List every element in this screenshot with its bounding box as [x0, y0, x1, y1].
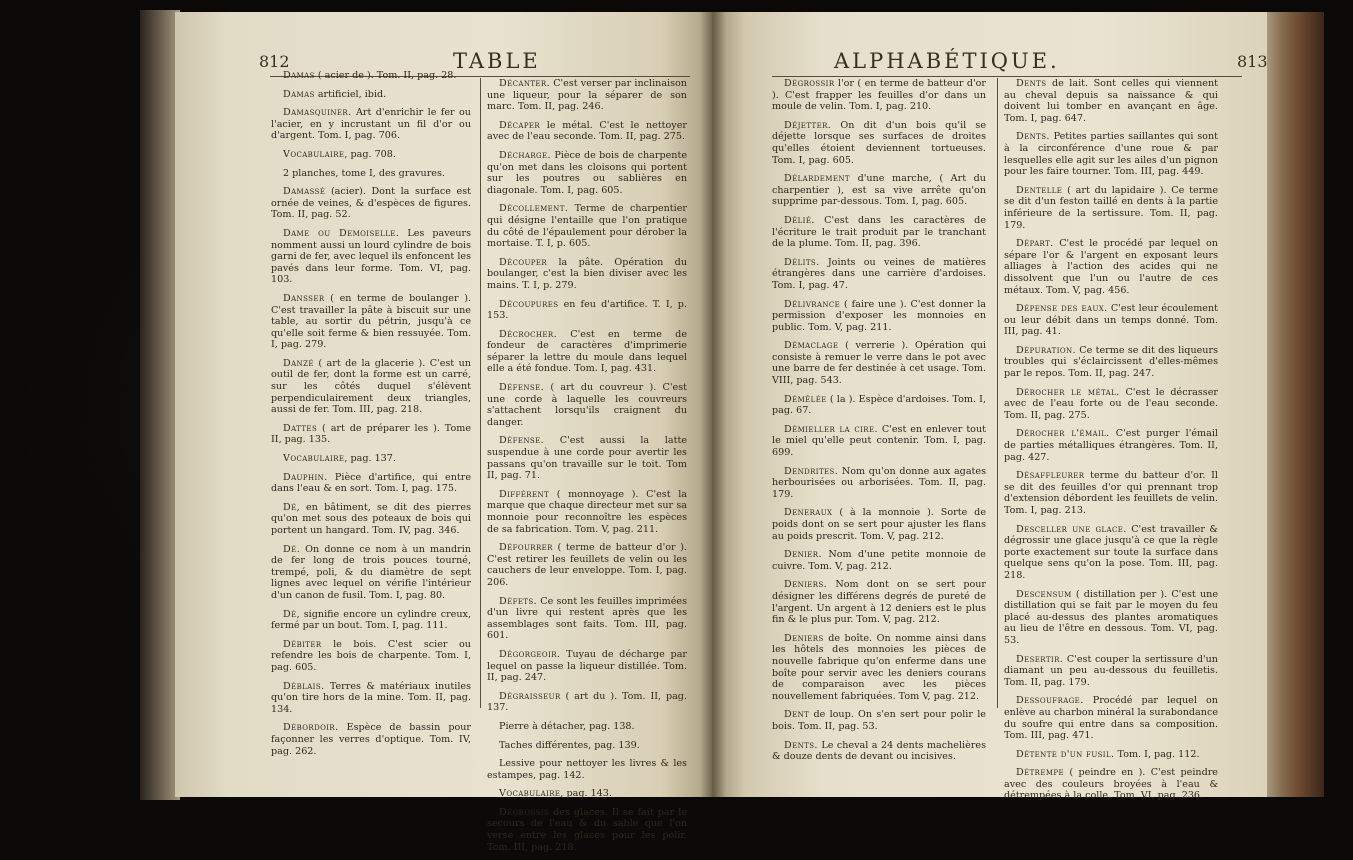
index-entry	[772, 299, 986, 334]
gutter-shadow	[700, 12, 726, 797]
entry-text: Le cheval a 24 dents machelières & douze dents de devant ou incisives.	[772, 739, 986, 763]
index-entry	[271, 107, 471, 142]
right-page	[712, 12, 1268, 802]
entry-text: C'est dans les caractères de l'écriture le trait produit par le tranchant de la plume. Tom. II, pag. 396.	[772, 214, 986, 250]
entry-headword: Deneraux	[784, 507, 833, 519]
entry-headword: Damas	[283, 88, 315, 100]
entry-headword: Défourrer	[499, 542, 553, 554]
index-entry	[487, 758, 687, 781]
right-column-rule	[997, 78, 998, 708]
entry-text: C'est aussi la latte suspendue à une corde pour avertir les passans qu'on travaille sur le toit. Tom II, pag. 71.	[487, 435, 687, 482]
entry-headword: Dauphin.	[283, 471, 328, 483]
right-folio: 813	[1237, 52, 1268, 71]
index-entry	[487, 596, 687, 642]
entry-headword: Détrempe	[1016, 767, 1065, 779]
entry-headword: Deniers.	[784, 579, 828, 591]
entry-headword: Dendrites.	[784, 465, 839, 477]
entry-text: Nom dont on se sert pour désigner les différens degrés de pureté de l'argent. Un argent à 12 deniers est le plus fin & le plus pur. Tom. V, pag. 212.	[772, 579, 986, 626]
index-entry	[487, 721, 687, 733]
index-entry	[487, 299, 687, 322]
index-entry	[772, 549, 986, 572]
index-entry	[772, 740, 986, 763]
entry-text: Tuyau de décharge par lequel on passe la liqueur distillée. Tom. II, pag. 247.	[487, 648, 687, 684]
index-entry	[487, 329, 687, 375]
entry-headword: Dégraisseur	[499, 690, 561, 702]
entry-headword: Décollement.	[499, 203, 569, 215]
index-entry	[487, 542, 687, 588]
index-entry	[271, 293, 471, 351]
index-entry	[772, 340, 986, 386]
index-entry	[271, 423, 471, 446]
entry-headword: Départ.	[1016, 238, 1054, 250]
entry-headword: Dérocher le métal.	[1016, 386, 1120, 398]
index-entry	[772, 424, 986, 459]
entry-headword: Délivrance	[784, 298, 841, 310]
entry-headword: Desceller une glace.	[1016, 523, 1127, 535]
entry-text: ( distillation per ). C'est une distillation qui se fait par le moyen du feu placé au-dessus des plantes aromatiques au lieu de l'être en dessous. Tom. VI, pag. 53.	[1004, 588, 1218, 646]
left-column-rule	[480, 78, 481, 708]
entry-text: Taches différentes, pag. 139.	[499, 739, 640, 751]
entry-text: , signifie encore un cylindre creux, fermé par un bout. Tom. I, pag. 111.	[271, 608, 471, 632]
entry-text: des glaces. Il se fait par le secours de l'eau & du sable que l'on verse entre les glaces pour les polir. Tom. III, pag. 218.	[487, 806, 687, 853]
entry-text: ( art du lapidaire ). Ce terme se dit d'un feston taillé en dents à la partie inférieure de la sertissure. Tom. II, pag. 179.	[1004, 184, 1218, 231]
entry-text: Tom. I, pag. 112.	[1114, 748, 1200, 760]
index-entry	[271, 544, 471, 602]
index-entry	[1004, 428, 1218, 463]
entry-text: , en bâtiment, se dit des pierres qu'on met sous des poteaux de bois qui portent un hangard. Tom. IV, pag. 346.	[271, 501, 471, 536]
entry-text: (acier). Dont la surface est ornée de veines, & d'espèces de figures. Tom. II, pag. 52.	[271, 186, 471, 221]
entry-text: ( art du ). Tom. II, pag. 137.	[487, 690, 687, 714]
index-entry	[1004, 654, 1218, 689]
entry-text: Procédé par lequel on enlève au charbon minéral la surabondance du soufre qui entre dans sa composition. Tom. III, pag. 471.	[1004, 695, 1218, 742]
index-entry	[487, 203, 687, 249]
entry-headword: Dé	[283, 608, 297, 620]
index-entry	[487, 150, 687, 196]
index-entry	[487, 788, 687, 800]
index-entry	[271, 722, 471, 757]
left-page	[175, 12, 715, 853]
entry-headword: Vocabulaire	[283, 148, 345, 160]
entry-text: C'est leur écoulement ou leur débit dans un temps donné. Tom. III, pag. 41.	[1004, 303, 1218, 338]
left-running-title: TABLE	[453, 49, 541, 73]
entry-headword: Débordoir.	[283, 722, 339, 734]
right-column-1	[772, 78, 986, 770]
index-entry	[772, 78, 986, 113]
index-entry	[772, 394, 986, 417]
entry-text: ( peindre en ). C'est peindre avec des couleurs broyées à l'eau & détrempées à la colle. Tom. VI, pag. 236.	[1004, 767, 1218, 802]
index-entry	[772, 257, 986, 292]
entry-headword: Dents	[1016, 78, 1047, 89]
index-entry	[487, 740, 687, 752]
entry-headword: Dattes	[283, 422, 318, 434]
entry-headword: Démêlée	[784, 393, 827, 405]
index-entry	[1004, 131, 1218, 177]
index-entry	[772, 633, 986, 703]
entry-text: ( art de préparer les ). Tome II, pag. 135.	[271, 422, 471, 446]
index-entry	[487, 382, 687, 428]
index-entry	[1004, 695, 1218, 741]
entry-headword: Dépense des eaux.	[1016, 303, 1108, 315]
index-entry	[1004, 78, 1218, 124]
entry-text: C'est couper la sertissure d'un diamant un peu au-dessous du feuilletis. Tom. II, pag. 179.	[1004, 653, 1218, 688]
entry-headword: Descensum	[1016, 588, 1072, 600]
index-entry	[271, 472, 471, 495]
right-running-title: ALPHABÉTIQUE.	[834, 49, 1060, 73]
entry-headword: Danzé	[283, 357, 314, 369]
entry-headword: Défense.	[499, 382, 545, 394]
entry-text: Ce sont les feuilles imprimées d'un livre qui restent après que les assemblages sont faits. Tom. III, pag. 601.	[487, 595, 687, 642]
index-entry	[487, 649, 687, 684]
entry-text: d'une marche, ( Art du charpentier ), est sa vive arrête qu'on supprime par-dessous. Tom. I, pag. 605.	[772, 173, 986, 208]
entry-text: Espèce de bassin pour façonner les verres d'optique. Tom. IV, pag. 262.	[271, 722, 471, 757]
entry-text: l'or ( en terme de batteur d'or ). C'est frapper les feuilles d'or dans un moule de velin. Tom. I, pag. 210.	[772, 78, 986, 113]
entry-text: C'est purger l'émail de parties métalliques étrangères. Tom. II, pag. 427.	[1004, 428, 1219, 463]
index-entry	[772, 120, 986, 166]
index-entry	[1004, 749, 1218, 761]
entry-text: de boîte. On nomme ainsi dans les hôtels des monnoies les pièces de nouvelle fabrique qu'on enferme dans une boîte pour servir avec les deniers courans de comparaison avec les pièces nouvellement fabriquées. Tom V, pag. 212.	[772, 632, 986, 702]
entry-headword: Dansser	[283, 292, 325, 304]
entry-headword: Déblais.	[283, 680, 325, 692]
entry-headword: Damas	[283, 70, 315, 81]
entry-text: Ce terme se dit des liqueurs troubles qui s'éclaircissent d'elles-mêmes par le repos. Tom. II, pag. 247.	[1004, 344, 1218, 380]
index-entry	[772, 579, 986, 625]
entry-headword: Désaffleurer	[1016, 470, 1085, 482]
entry-headword: Damasquiner.	[283, 107, 352, 119]
index-entry	[772, 173, 986, 208]
entry-headword: Vocabulaire	[283, 453, 345, 465]
entry-text: Petites parties saillantes qui sont à la circonférence d'une roue & par lesquelles elle agit sur les ailes d'un pignon pour les faire tourner. Tom. III, pag. 449.	[1004, 131, 1218, 178]
index-entry	[772, 709, 986, 732]
entry-headword: Dentelle	[1016, 184, 1063, 196]
entry-text: C'est le décrasser avec de l'eau forte ou de l'eau seconde. Tom. II, pag. 275.	[1004, 386, 1218, 421]
entry-text: Terme de charpentier qui désigne l'entaille que l'on pratique du côté de l'épaulement pour dérober la mortaise. T. I, p. 605.	[487, 203, 687, 250]
entry-headword: Décrocher.	[499, 328, 558, 340]
index-entry	[271, 89, 471, 101]
entry-text: ( faire une ). C'est donner la permission d'exposer les monnoies en public. Tom. V, pag. 211.	[772, 298, 986, 333]
entry-text: ( terme de batteur d'or ). C'est retirer les feuillets de velin ou les cauchers de leur enveloppe. Tom. I, pag. 206.	[487, 542, 687, 588]
entry-headword: Débiter	[283, 638, 322, 650]
entry-text: C'est en terme de fondeur de caractères d'imprimerie séparer la lettre du moule dans lequel elle a été fondue. Tom. I, pag. 431.	[487, 328, 687, 375]
entry-headword: Différent	[499, 488, 550, 500]
entry-headword: Délardement	[784, 173, 850, 185]
index-entry	[487, 807, 687, 853]
index-entry	[271, 149, 471, 161]
entry-text: C'est verser par inclinaison une liqueur, pour la séparer de son marc. Tom. II, pag. 246.	[487, 78, 687, 113]
book-edge-left	[140, 10, 180, 800]
entry-text: Pièce de bois de charpente qu'on met dans les cloisons qui portent sur les poutres ou sablières en diagonale. Tom. I, pag. 605.	[487, 149, 687, 196]
entry-text: Lessive pour nettoyer les livres & les estampes, pag. 142.	[487, 758, 687, 781]
entry-text: de lait. Sont celles qui viennent au cheval depuis sa naissance & qui doivent lui tomber en avançant en âge. Tom. I, pag. 647.	[1004, 78, 1218, 124]
right-column-2	[1004, 78, 1218, 809]
right-head-rule	[772, 76, 1242, 77]
left-column-1	[271, 70, 471, 764]
index-entry	[271, 70, 471, 82]
entry-headword: Dessoufrage.	[1016, 695, 1084, 707]
entry-text: ( monnoyage ). C'est la marque que chaque directeur met sur sa monnoie pour reconnoître les espèces de sa fabrication. Tom. V, pag. 211.	[487, 488, 687, 535]
book-edge-right	[1262, 12, 1324, 797]
index-entry	[271, 168, 471, 180]
entry-text: Pierre à détacher, pag. 138.	[499, 720, 635, 732]
index-entry	[487, 435, 687, 481]
entry-text: ( acier de ). Tom. II, pag. 28.	[314, 70, 457, 81]
entry-text: artificiel, ibid.	[314, 88, 387, 100]
index-entry	[1004, 767, 1218, 802]
entry-headword: Dépuration.	[1016, 344, 1076, 356]
entry-text: , pag. 137.	[344, 453, 396, 465]
index-entry	[487, 691, 687, 714]
index-entry	[271, 453, 471, 465]
entry-headword: Dé.	[283, 543, 301, 555]
entry-headword: Dame ou Demoiselle.	[283, 227, 400, 239]
entry-text: , pag. 143.	[560, 788, 612, 800]
entry-text: Terres & matériaux inutiles qu'on tire hors de la mine. Tom. II, pag. 134.	[271, 680, 471, 715]
index-entry	[1004, 470, 1218, 516]
entry-text: terme du batteur d'or. Il se dit des feuilles d'or qui prennant trop d'extension débordent les feuillets de velin. Tom. I, pag. 213.	[1004, 470, 1218, 516]
index-entry	[1004, 303, 1218, 338]
entry-text: Joints ou veines de matières étrangères dans une carrière d'ardoises. Tom. I, pag. 47.	[772, 256, 986, 291]
entry-headword: Damassé	[283, 186, 326, 198]
entry-text: Art d'enrichir le fer ou l'acier, en y incrustant un fil d'or ou d'argent. Tom. I, pag. 706.	[271, 107, 471, 142]
entry-headword: Dents.	[1016, 131, 1050, 143]
entry-text: On dit d'un bois qu'il se déjette lorsque ses surfaces de droites qu'elles étoient deviennent tortueuses. Tom. I, pag. 605.	[772, 119, 986, 166]
entry-text: C'est en enlever tout le miel qu'elle peut contenir. Tom. I, pag. 699.	[772, 423, 986, 459]
entry-headword: Délits.	[784, 256, 820, 268]
index-entry	[1004, 345, 1218, 380]
entry-headword: Dégorgeoir.	[499, 648, 561, 660]
entry-headword: Défets.	[499, 595, 538, 607]
entry-headword: Décanter.	[499, 78, 551, 89]
index-entry	[1004, 387, 1218, 422]
entry-headword: Déjetter.	[784, 119, 832, 131]
index-entry	[1004, 238, 1218, 296]
entry-headword: Délié.	[784, 214, 815, 226]
entry-text: , pag. 708.	[344, 148, 396, 160]
entry-text: ( art du couvreur ). C'est une corde à laquelle les couvreurs s'attachent lorsqu'ils craignent du danger.	[487, 382, 687, 428]
entry-headword: Décaper	[499, 119, 541, 131]
index-entry	[1004, 185, 1218, 231]
entry-headword: Démaclage	[784, 340, 839, 352]
entry-text: ( à la monnoie ). Sorte de poids dont on se sert pour ajuster les flans au poids prescrit. Tom. V, pag. 212.	[772, 507, 986, 542]
index-entry	[271, 639, 471, 674]
entry-text: de loup. On s'en sert pour polir le bois. Tom. II, pag. 53.	[772, 709, 986, 732]
left-column-2	[487, 78, 687, 860]
index-entry	[271, 186, 471, 221]
index-entry	[487, 120, 687, 143]
index-entry	[271, 228, 471, 286]
entry-text: le bois. C'est scier ou refendre les bois de charpente. Tom. I, pag. 605.	[271, 638, 471, 673]
entry-text: le métal. C'est le nettoyer avec de l'eau seconde. Tom. II, pag. 275.	[487, 119, 687, 143]
index-entry	[271, 609, 471, 632]
index-entry	[487, 257, 687, 292]
entry-text: C'est le procédé par lequel on sépare l'or & l'argent en exposant leurs alliages à l'action des acides qui ne dissolvent que l'un ou l'autre de ces métaux. Tom. V, pag. 456.	[1004, 238, 1218, 296]
entry-text: On donne ce nom à un mandrin de fer long de trois pouces tourné, trempé, poli, & du diamètre de sept lignes avec lequel on vérifie l'intérieur d'un canon de fusil. Tom. I, pag. 80.	[271, 543, 471, 601]
entry-headword: Découper	[499, 256, 548, 268]
index-entry	[271, 358, 471, 416]
entry-headword: Deniers	[784, 632, 824, 644]
index-entry	[271, 502, 471, 537]
entry-text: Pièce d'artifice, qui entre dans l'eau & en sort. Tom. I, pag. 175.	[271, 471, 471, 495]
entry-text: la pâte. Opération du boulanger, c'est la bien diviser avec les mains. T. I, p. 279.	[487, 256, 687, 291]
entry-headword: Décharge.	[499, 149, 551, 161]
entry-headword: Démieller la cire.	[784, 423, 878, 435]
index-entry	[271, 681, 471, 716]
entry-text: ( verrerie ). Opération qui consiste à remuer le verre dans le pot avec une barre de fer destinée à cet usage. Tom. VIII, pag. 543.	[772, 340, 986, 387]
entry-text: ( la ). Espèce d'ardoises. Tom. I, pag. 67.	[772, 393, 986, 417]
entry-text: ( art de la glacerie ). C'est un outil de fer, dont la forme est un carré, sur les côtés duquel s'élèvent perpendiculairement deux triangles, aussi de fer. Tom. III, pag. 218.	[271, 357, 471, 416]
index-entry	[772, 507, 986, 542]
entry-text: ( en terme de boulanger ). C'est travailler la pâte à biscuit sur une table, au sortir du pétrin, jusqu'à ce qu'elle soit ferme & bien ressuyée. Tom. I, pag. 279.	[271, 292, 471, 351]
entry-text: Nom d'une petite monnoie de cuivre. Tom. V, pag. 212.	[772, 549, 986, 572]
entry-text: en feu d'artifice. T. I, p. 153.	[487, 298, 687, 322]
entry-headword: Dents.	[784, 739, 818, 751]
entry-text: Nom qu'on donne aux agates herbourisées ou arborisées. Tom. II, pag. 179.	[772, 465, 986, 500]
entry-headword: Vocabulaire	[499, 788, 561, 800]
index-entry	[1004, 589, 1218, 647]
entry-headword: Dé	[283, 501, 297, 513]
entry-headword: Détente d'un fusil.	[1016, 748, 1115, 760]
entry-text: Les paveurs nomment aussi un lourd cylindre de bois garni de fer, avec lequel ils enfoncent les pavés dans leur forme. Tom. VI, pag. 103.	[271, 227, 472, 286]
index-entry	[772, 466, 986, 501]
entry-headword: Dégrossir	[784, 78, 835, 89]
entry-headword: Dent	[784, 709, 810, 721]
index-entry	[487, 78, 687, 113]
entry-headword: Dérocher l'émail.	[1016, 428, 1110, 440]
entry-text: 2 planches, tome I, des gravures.	[283, 167, 445, 179]
index-entry	[487, 489, 687, 535]
entry-headword: Découpures	[499, 298, 559, 310]
index-entry	[772, 215, 986, 250]
entry-text: C'est travailler & dégrossir une glace jusqu'à ce que la règle porte exactement sur toute la surface dans quelque sens qu'on la pose. Tom. III, pag. 218.	[1004, 523, 1218, 581]
entry-headword: Dégrossis	[499, 806, 550, 818]
entry-headword: Denier.	[784, 549, 822, 561]
entry-headword: Défense.	[499, 435, 545, 447]
left-folio: 812	[259, 52, 290, 71]
entry-headword: Desertir.	[1016, 653, 1064, 665]
index-entry	[1004, 524, 1218, 582]
